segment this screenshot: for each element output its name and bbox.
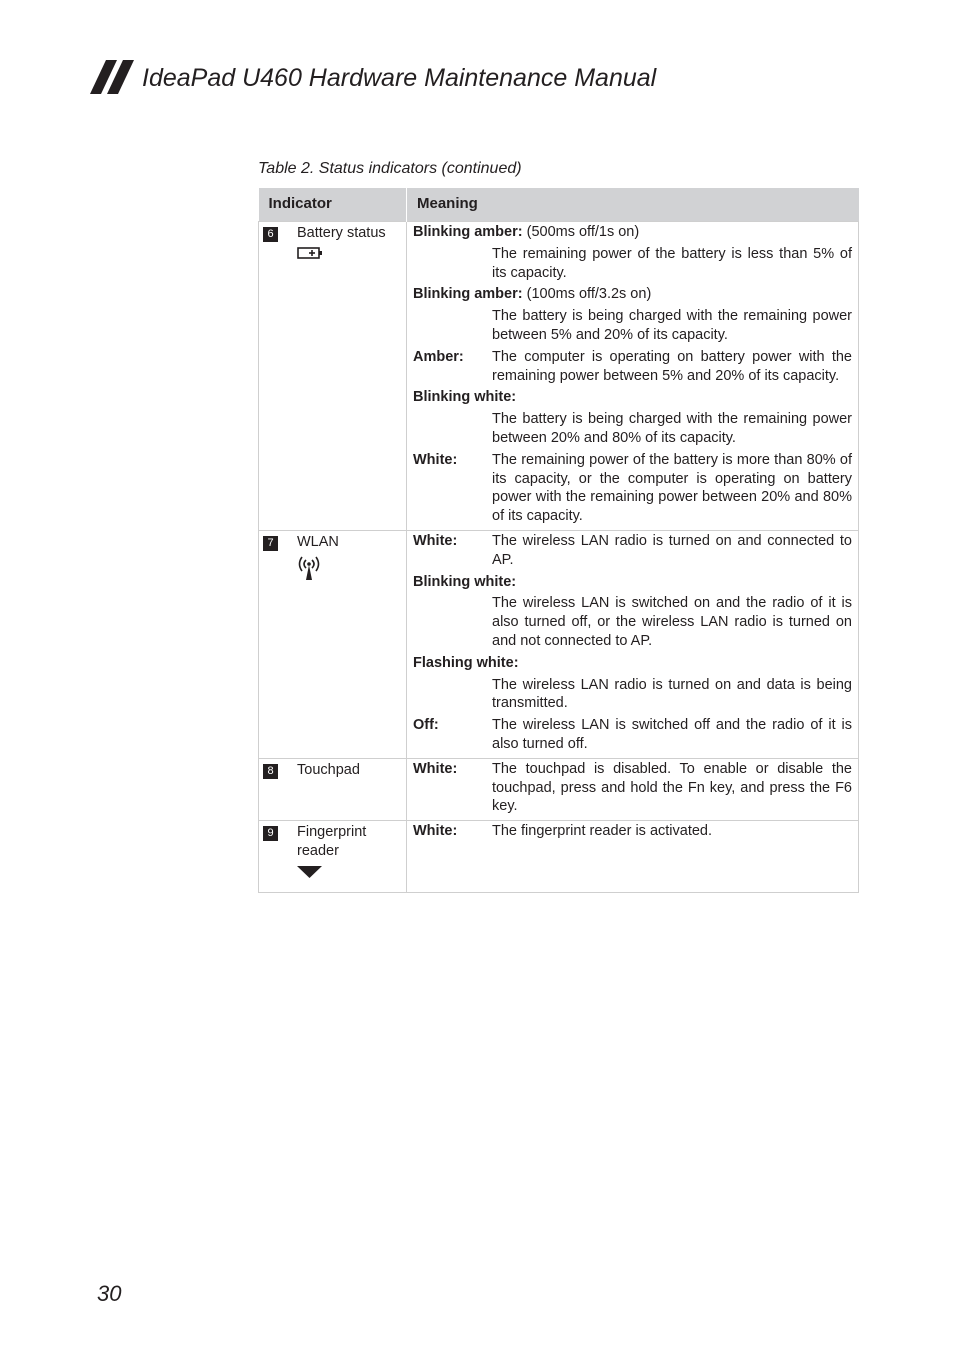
state-description: The wireless LAN radio is turned on and data is being transmitted. <box>492 676 852 712</box>
column-header-meaning: Meaning <box>407 188 859 222</box>
state-entry <box>413 451 852 526</box>
table-header-row <box>259 188 859 222</box>
brand-slash-logo-icon <box>90 60 136 94</box>
indicator-name: Touchpad <box>297 761 360 778</box>
state-label: Blinking white: <box>413 389 517 406</box>
state-label: Off: <box>413 717 439 734</box>
state-label: Blinking amber: <box>413 224 523 240</box>
state-description: The touchpad is disabled. To enable or disable the touchpad, press and hold the Fn key, and press the F6 key. <box>492 760 852 815</box>
state-description: The battery is being charged with the remaining power between 5% and 20% of its capacity. <box>492 308 852 343</box>
state-entry <box>413 716 852 754</box>
state-label: White: <box>413 760 458 777</box>
column-header-indicator: Indicator <box>259 188 407 222</box>
battery-icon <box>297 246 402 266</box>
state-description: The computer is operating on battery power with the remaining power between 5% and 20% of its capacity. <box>492 348 852 384</box>
state-entry <box>413 822 852 841</box>
state-label: Blinking white: <box>413 573 517 590</box>
meaning-cell <box>407 758 859 820</box>
state-description: The remaining power of the battery is less than 5% of its capacity. <box>492 245 852 281</box>
state-entry <box>413 532 852 570</box>
indicator-number-badge: 6 <box>263 227 278 242</box>
state-entry <box>413 760 852 816</box>
table-row <box>259 530 859 758</box>
state-label: Flashing white: <box>413 654 519 671</box>
indicator-number-badge: 9 <box>263 826 278 841</box>
state-heading <box>413 573 852 592</box>
state-description: The wireless LAN radio is turned on and connected to AP. <box>492 532 852 568</box>
meaning-cell <box>407 530 859 758</box>
state-heading <box>413 388 852 407</box>
table-caption: Table 2. Status indicators (continued) <box>258 160 522 177</box>
state-description: The fingerprint reader is activated. <box>492 823 713 840</box>
indicator-name: Fingerprint reader <box>297 824 367 859</box>
meaning-cell <box>407 821 859 893</box>
state-label: White: <box>413 532 458 549</box>
state-heading <box>413 654 852 673</box>
indicator-number-badge: 7 <box>263 536 278 551</box>
indicator-cell <box>259 758 407 820</box>
state-label: White: <box>413 451 458 468</box>
state-timing-note: (100ms off/3.2s on) <box>526 286 652 303</box>
document-title: IdeaPad U460 Hardware Maintenance Manual <box>142 64 657 92</box>
state-label: Blinking amber: <box>413 286 523 303</box>
state-description: The wireless LAN is switched on and the radio of it is also turned off, or the wireless LAN radio is turned on and not connected to AP. <box>492 595 852 649</box>
state-label: Amber: <box>413 348 464 365</box>
table-row <box>259 821 859 893</box>
indicator-cell <box>259 530 407 758</box>
state-entry <box>413 348 852 386</box>
table-row <box>259 222 859 531</box>
status-indicators-table <box>258 188 859 893</box>
indicator-cell <box>259 821 407 893</box>
indicator-name: WLAN <box>297 533 339 550</box>
state-description: The remaining power of the battery is more than 80% of its capacity, or the computer is operating on battery power with the remaining power between 20% and 80% of its capacity. <box>492 451 852 525</box>
indicator-cell <box>259 222 407 531</box>
state-description: The wireless LAN is switched off and the radio of it is also turned off. <box>492 717 852 752</box>
wireless-antenna-icon <box>297 555 402 587</box>
indicator-number-badge: 8 <box>263 764 278 779</box>
fingerprint-triangle-icon <box>297 864 402 886</box>
state-description: The battery is being charged with the remaining power between 20% and 80% of its capacity. <box>492 411 852 446</box>
meaning-cell <box>407 222 859 531</box>
state-heading <box>413 223 852 242</box>
page-number: 30 <box>97 1281 122 1306</box>
state-label: White: <box>413 823 458 840</box>
indicator-name: Battery status <box>297 225 386 241</box>
table-row <box>259 758 859 820</box>
state-timing-note: (500ms off/1s on) <box>526 224 640 240</box>
state-heading <box>413 285 852 304</box>
